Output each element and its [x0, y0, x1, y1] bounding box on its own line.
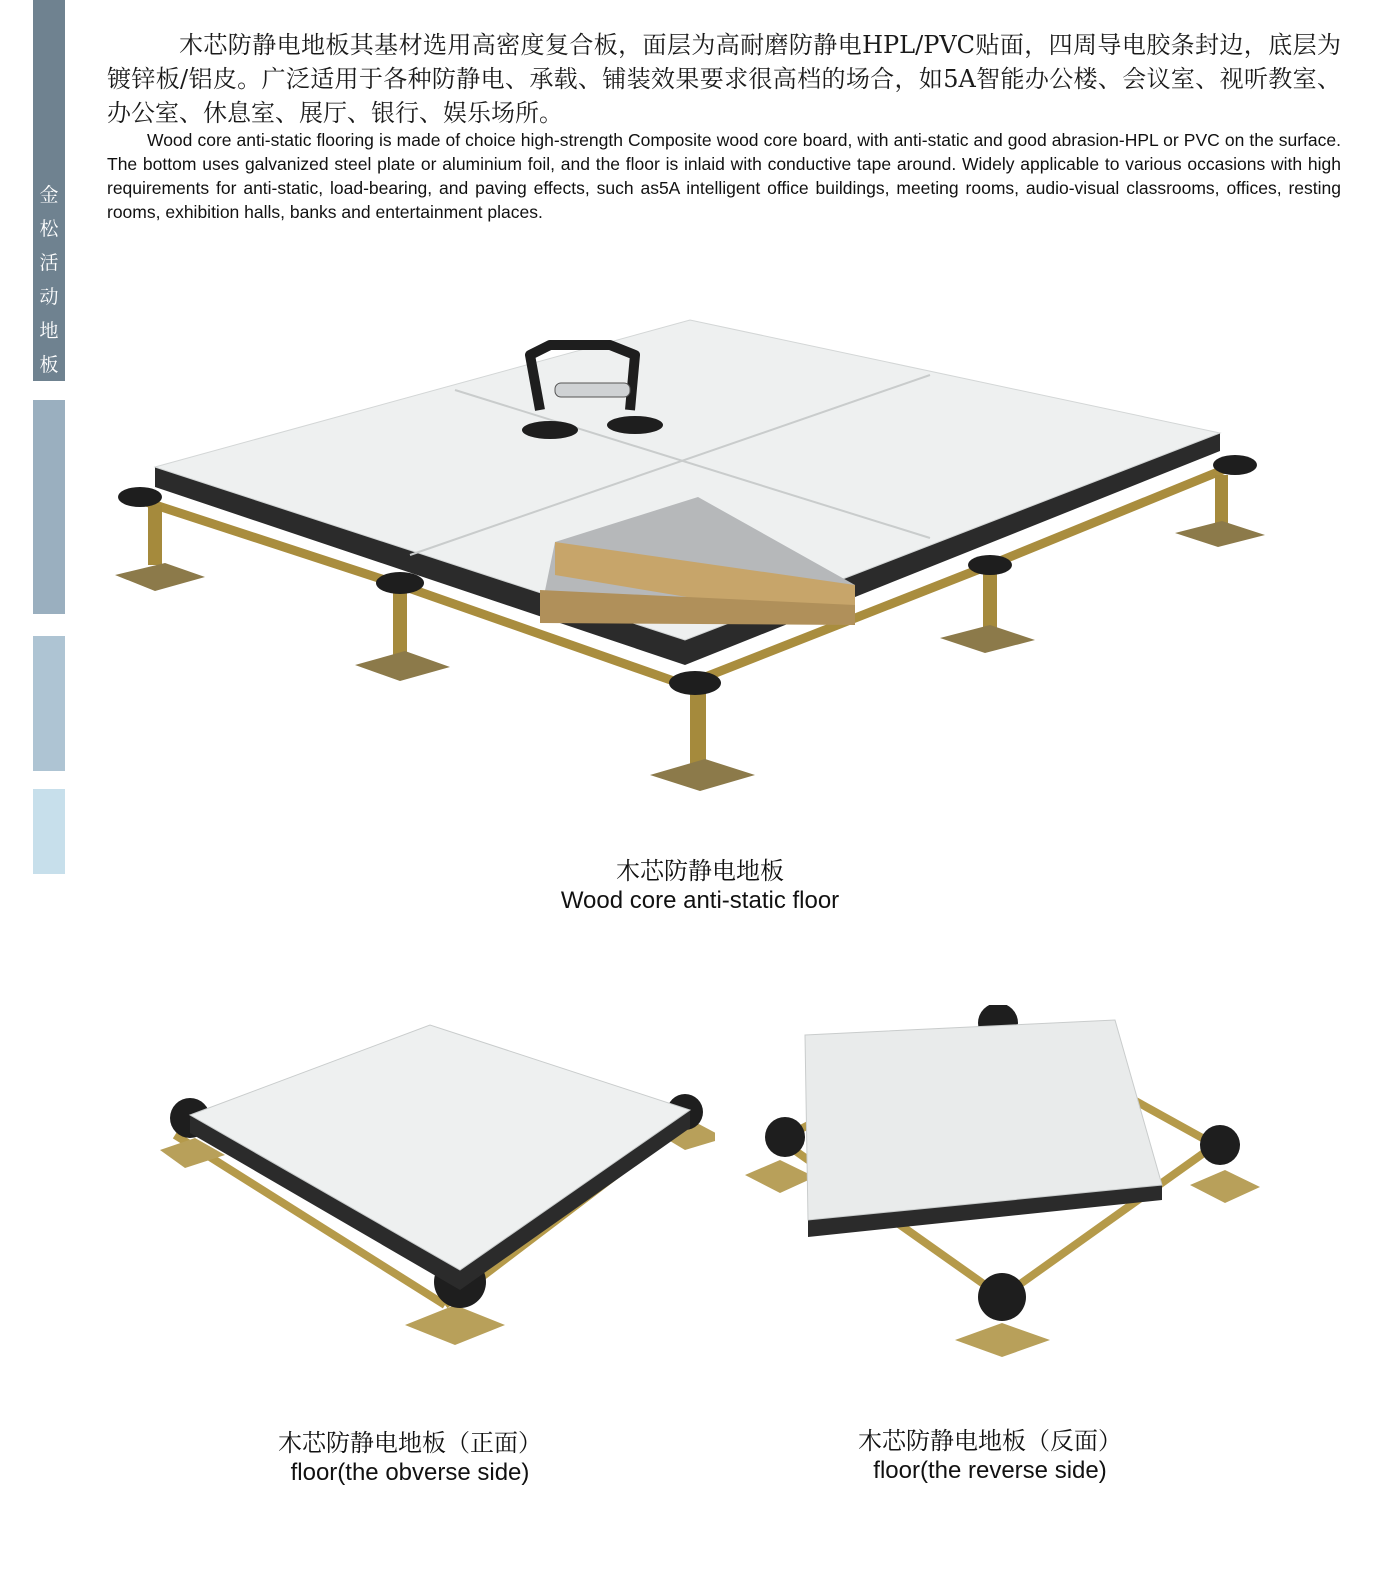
pedestal: [355, 572, 450, 681]
reverse-floor-illustration: [740, 1005, 1280, 1385]
obverse-floor-illustration: [155, 1020, 715, 1380]
pedestal: [1175, 455, 1265, 547]
caption-cn: 木芯防静电地板（反面）: [858, 1427, 1122, 1455]
caption-cn: 木芯防静电地板: [616, 857, 784, 885]
main-floor-illustration: [110, 315, 1290, 815]
pedestal: [940, 555, 1035, 653]
sidebar-tab-2: [33, 400, 65, 614]
obverse-figure-caption: [150, 1428, 670, 1488]
pedestal: [650, 671, 755, 791]
caption-en: floor(the obverse side): [290, 1459, 530, 1486]
caption-en: Wood core anti-static floor: [560, 887, 840, 914]
reverse-figure-caption: [730, 1426, 1250, 1486]
sidebar-label-char: 动: [39, 286, 59, 308]
main-figure-caption: [450, 856, 950, 916]
caption-en: floor(the reverse side): [873, 1457, 1107, 1484]
intro-chinese-paragraph: 木芯防静电地板其基材选用高密度复合板，面层为高耐磨防静电HPL/PVC贴面，四周导电胶条封边，底层为镀锌板/铝皮。广泛适用于各种防静电、承载、铺装效果要求很高档的场合，如5A智能办公楼、会议室、视听教室、办公室、休息室、展厅、银行、娱乐场所。: [107, 31, 1341, 127]
floor-panel-surface: [805, 1020, 1162, 1220]
floor-panel-surface: [190, 1025, 690, 1270]
sidebar-tab-3: [33, 636, 65, 771]
intro-english-paragraph: Wood core anti-static flooring is made of choice high-strength Composite wood core board, with anti-static and good abrasion-HPL or PVC on the surface. The bottom uses galvanized steel plate or aluminium foil, and the floor is inlaid with conductive tape around. Widely applicable to various occasions with high requirements for anti-static, load-bearing, and paving effects, such as5A intelligent office buildings, meeting rooms, audio-visual classrooms, offices, resting rooms, exhibition halls, banks and entertainment places.: [107, 130, 1341, 222]
sidebar-label-char: 活: [39, 252, 59, 274]
caption-cn: 木芯防静电地板（正面）: [278, 1429, 542, 1457]
sidebar-label: [33, 178, 65, 382]
sidebar-tab-main: [33, 0, 65, 381]
sidebar-label-char: 金: [39, 184, 59, 206]
sidebar-label-char: 地: [39, 320, 59, 342]
sidebar-tab-4: [33, 789, 65, 874]
sidebar-label-char: 板: [39, 354, 59, 376]
sidebar-label-char: 松: [39, 218, 59, 240]
